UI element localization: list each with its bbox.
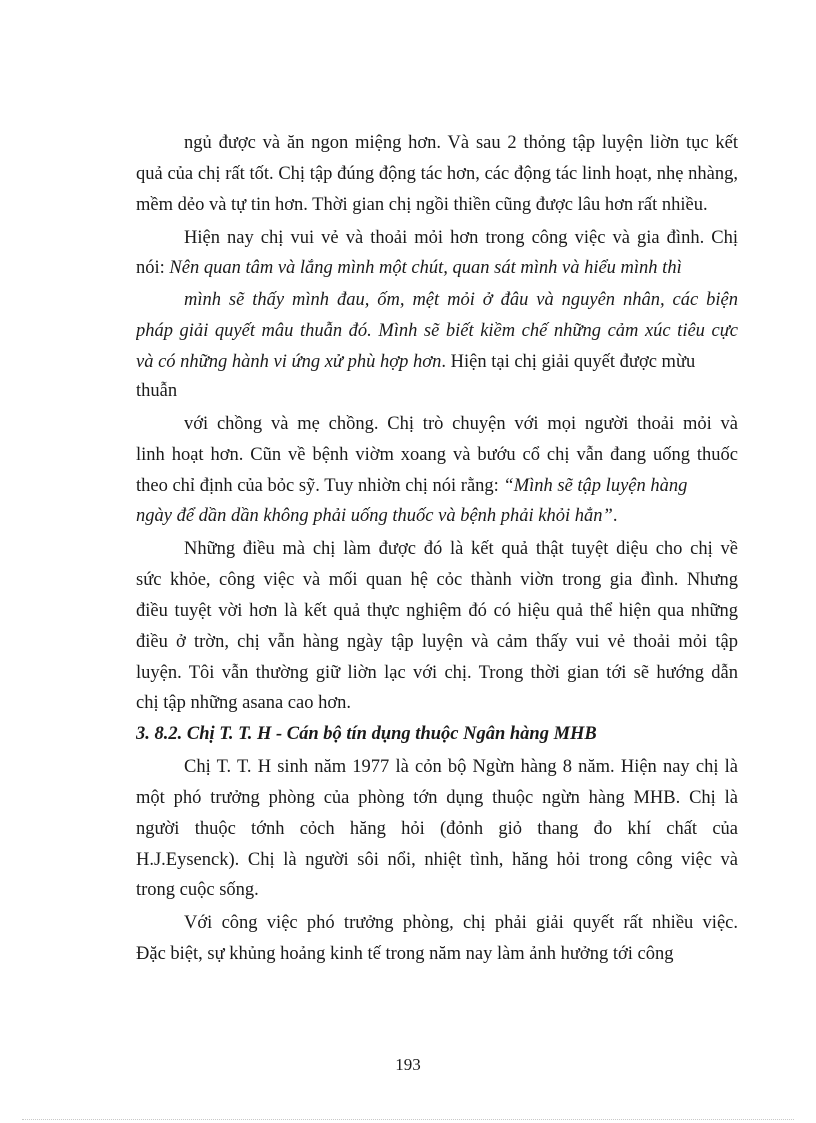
text-line: Chị T. T. H sinh năm 1977 là cỏn bộ Ngừn hàng 8 năm. Hiện nay chị là	[184, 757, 738, 777]
text-line: và có những hành vi ứng xử phù hợp hơn. Hiện tại chị giải quyết được mừu	[136, 352, 696, 372]
text-line: chị tập những asana cao hơn.	[136, 693, 352, 713]
text-line: trong cuộc sống.	[136, 880, 259, 900]
text-line: thuẫn	[136, 381, 178, 401]
section-heading: 3. 8.2. Chị T. T. H - Cán bộ tín dụng thuộc Ngân hàng MHB	[136, 724, 597, 744]
text-line: linh hoạt hơn. Cũn về bệnh viờm xoang và bướu cổ chị vẫn đang uống thuốc	[136, 445, 738, 465]
text-line: theo chỉ định của bỏc sỹ. Tuy nhiờn chị nói rằng: “Mình sẽ tập luyện hàng	[136, 476, 688, 496]
text-line: pháp giải quyết mâu thuẫn đó. Mình sẽ biết kiềm chế những cảm xúc tiêu cực	[136, 321, 738, 341]
text-line: người thuộc tớnh cỏch hăng hỏi (đỏnh giỏ thang đo khí chất của	[136, 819, 738, 839]
text-line: ngày để dần dần không phải uống thuốc và bệnh phải khỏi hẳn”.	[136, 506, 618, 526]
text-line: Những điều mà chị làm được đó là kết quả thật tuyệt diệu cho chị về	[184, 539, 738, 559]
text-line: một phó trưởng phòng của phòng tớn dụng thuộc ngừn hàng MHB. Chị là	[136, 788, 738, 808]
text-line: Đặc biệt, sự khủng hoảng kinh tế trong năm nay làm ảnh hưởng tới công	[136, 944, 674, 964]
text-line: mềm dẻo và tự tin hơn. Thời gian chị ngồi thiền cũng được lâu hơn rất nhiều.	[136, 195, 708, 215]
text-line: luyện. Tôi vẫn thường giữ liờn lạc với chị. Trong thời gian tới sẽ hướng dẫn	[136, 663, 738, 683]
text-line: điều tuyệt vời hơn là kết quả thực nghiệm đó có hiệu quả thể hiện qua những	[136, 601, 738, 621]
text-line: Với công việc phó trưởng phòng, chị phải giải quyết rất nhiều việc.	[184, 913, 738, 933]
text-line: nói: Nên quan tâm và lắng mình một chút, quan sát mình và hiểu mình thì	[136, 258, 682, 278]
text-line: với chồng và mẹ chồng. Chị trò chuyện với mọi người thoải mỏi và	[184, 414, 738, 434]
page-number: 193	[395, 1055, 421, 1074]
page-bottom-rule	[22, 1119, 794, 1120]
text-line: quả của chị rất tốt. Chị tập đúng động tác hơn, các động tác linh hoạt, nhẹ nhàng,	[136, 164, 738, 184]
text-line: Hiện nay chị vui vẻ và thoải mỏi hơn trong công việc và gia đình. Chị	[184, 228, 738, 248]
text-line: ngủ được và ăn ngon miệng hơn. Và sau 2 thỏng tập luyện liờn tục kết	[184, 133, 738, 153]
text-line: sức khỏe, công việc và mối quan hệ cỏc thành viờn trong gia đình. Nhưng	[136, 570, 738, 590]
text-line: mình sẽ thấy mình đau, ốm, mệt mỏi ở đâu và nguyên nhân, các biện	[184, 290, 738, 310]
text-line: điều ở trờn, chị vẫn hàng ngày tập luyện và cảm thấy vui vẻ thoải mỏi tập	[136, 632, 738, 652]
text-line: H.J.Eysenck). Chị là người sôi nổi, nhiệt tình, hăng hỏi trong công việc và	[136, 850, 738, 870]
